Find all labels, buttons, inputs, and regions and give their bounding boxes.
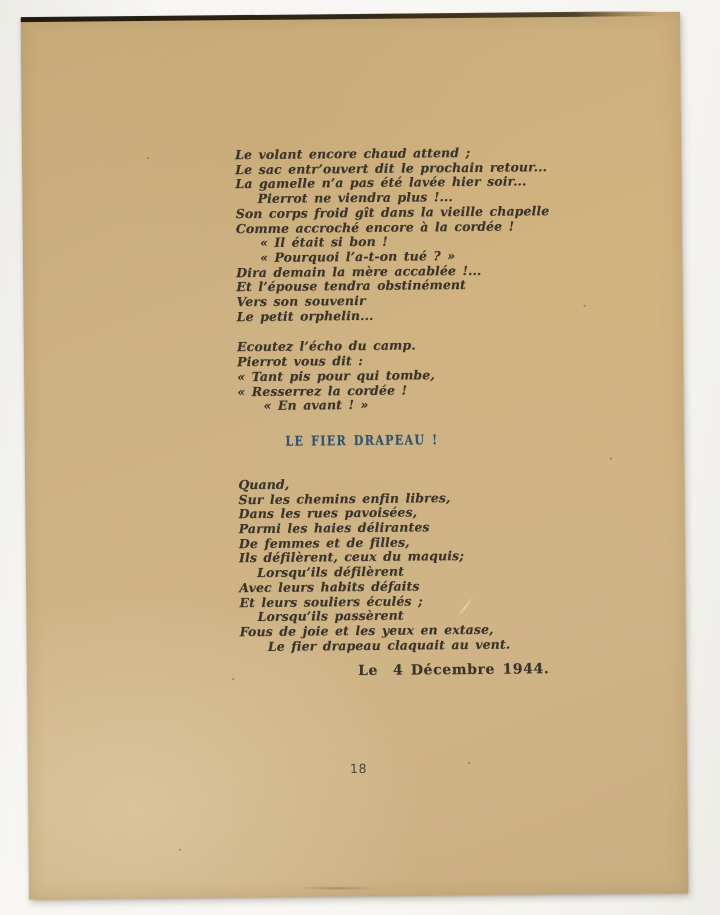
poem-line: Dans les rues pavoisées, (238, 504, 418, 522)
poem-line: Et leurs souliers éculés ; (239, 592, 423, 610)
poem-line: Pierrot ne viendra plus !... (257, 189, 453, 207)
poem-line: Avec leurs habits défaits (239, 578, 420, 595)
stanza-previous-poem-final (235, 144, 550, 324)
paper-speck (468, 762, 470, 764)
poem-date-line: Le 4 Décembre 1944. (357, 661, 550, 680)
poem-line: Son corps froid gît dans la vieille chapelle (235, 202, 550, 221)
paper-smudge (297, 886, 377, 891)
poem-line: Le volant encore chaud attend ; (235, 144, 471, 163)
poem-line: Ecoutez l’écho du camp. (236, 337, 416, 355)
poem-line: « Tant pis pour qui tombe, (237, 367, 435, 384)
poem-line: Dira demain la mère accablée !... (236, 262, 482, 280)
poem-line: « Il était si bon ! (259, 233, 388, 251)
poem-line: Vers son souvenir (236, 292, 366, 310)
paper-speck (147, 157, 149, 159)
poem-text-column (235, 144, 550, 680)
page-top-edge-shadow (21, 11, 680, 22)
stanza-previous-poem-refrain (237, 338, 538, 414)
poem-line: « En avant ! » (263, 397, 369, 414)
poem-line: Ils défilèrent, ceux du maquis; (238, 548, 464, 566)
poem-line: La gamelle n’a pas été lavée hier soir... (235, 173, 527, 192)
paper-speck (584, 305, 586, 307)
poem-title: LE FIER DRAPEAU ! (285, 432, 439, 450)
poem-line: Le petit orphelin... (236, 307, 374, 324)
page-number: 18 (349, 760, 368, 777)
poem-line: « Pourquoi l’a-t-on tué ? » (260, 247, 456, 265)
poem-line: De femmes et de filles, (238, 534, 410, 551)
paper-speck (179, 849, 181, 851)
book-page (21, 12, 688, 899)
stanza-fier-drapeau (238, 475, 540, 654)
paper-speck (232, 678, 234, 680)
poem-line: Sur les chemins enfin libres, (238, 489, 451, 507)
poem-line: Et l’épouse tendra obstinément (236, 277, 466, 295)
paper-speck (610, 458, 612, 460)
poem-line: Comme accroché encore à la cordée ! (235, 217, 515, 236)
poem-line: Fous de joie et les yeux en extase, (239, 621, 494, 640)
poem-line: « Resserrez la cordée ! (237, 382, 408, 399)
poem-line: Le fier drapeau claquait au vent. (267, 636, 511, 654)
poem-line: Le sac entr’ouvert dit le prochain retour... (235, 158, 548, 177)
poem-line: Quand, (238, 476, 290, 493)
poem-line: Lorsqu’ils passèrent (257, 607, 404, 625)
poem-line: Parmi les haies délirantes (238, 519, 430, 537)
poem-line: Pierrot vous dit : (237, 353, 364, 370)
poem-line: Lorsqu’ils défilèrent (257, 563, 405, 581)
